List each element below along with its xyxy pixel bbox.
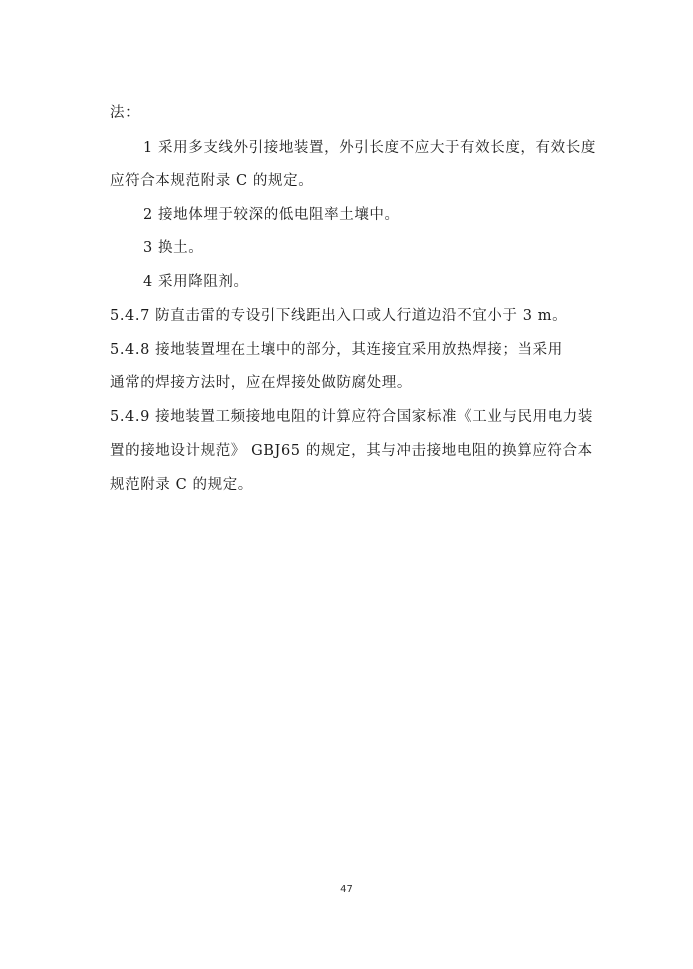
text-line-clause-5-4-9: 5.4.9 接地装置工频接地电阻的计算应符合国家标准《工业与民用电力装	[110, 409, 594, 425]
text-line-item-3: 3 换土。	[143, 240, 204, 256]
text-line-clause-5-4-8: 5.4.8 接地装置埋在土壤中的部分，其连接宜采用放热焊接；当采用	[110, 342, 563, 358]
text-line-clause-5-4-9-cont: 置的接地设计规范》 GBJ65 的规定，其与冲击接地电阻的换算应符合本	[110, 443, 593, 459]
text-line-item-1-cont: 应符合本规范附录 C 的规定。	[110, 173, 314, 189]
text-line-item-4: 4 采用降阻剂。	[143, 274, 249, 290]
text-line-clause-5-4-7: 5.4.7 防直击雷的专设引下线距出入口或人行道边沿不宜小于 3 m。	[110, 308, 568, 324]
text-line-continuation: 法：	[110, 105, 141, 121]
text-line-clause-5-4-8-cont: 通常的焊接方法时，应在焊接处做防腐处理。	[110, 375, 412, 391]
page-number: 47	[340, 884, 353, 895]
text-line-item-2: 2 接地体埋于较深的低电阻率土壤中。	[143, 207, 400, 223]
text-line-item-1: 1 采用多支线外引接地装置，外引长度不应大于有效长度，有效长度	[143, 140, 596, 156]
text-line-clause-5-4-9-end: 规范附录 C 的规定。	[110, 477, 253, 493]
